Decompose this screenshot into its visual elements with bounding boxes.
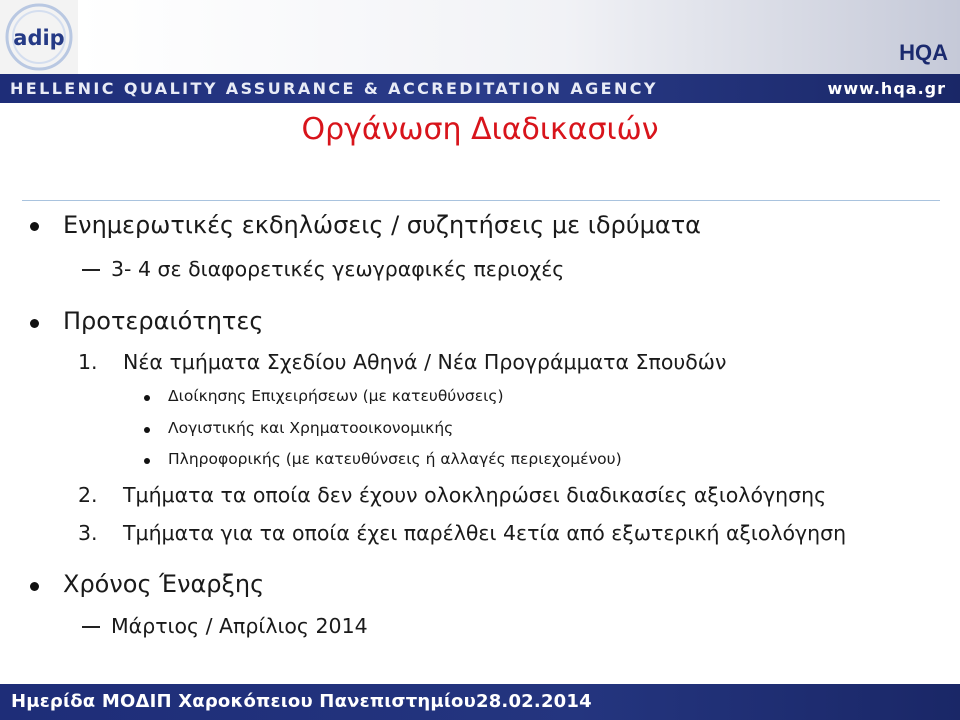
bullet-start-time: Χρόνος Έναρξης (63, 570, 265, 598)
adip-logo-icon (0, 0, 78, 74)
slide-title: Οργάνωση Διαδικασιών (301, 112, 659, 147)
dept-accounting-finance: Λογιστικής και Χρηματοοικονομικής (168, 419, 454, 437)
item-number-1: 1. (78, 350, 98, 374)
item-number-3: 3. (78, 521, 98, 545)
bullet-events: Ενημερωτικές εκδηλώσεις / συζητήσεις με ιδρύματα (63, 211, 702, 239)
sub-regions: 3- 4 σε διαφορετικές γεωγραφικές περιοχές (111, 257, 565, 281)
logo-text: adip (13, 26, 65, 50)
slide-footer (0, 684, 960, 720)
bullet-dot (30, 319, 39, 328)
dash-marker (82, 269, 100, 271)
priority-incomplete-evaluation: Τμήματα τα οποία δεν έχουν ολοκληρώσει διαδικασίες αξιολόγησης (123, 483, 827, 507)
agency-banner (0, 74, 960, 103)
priority-four-years: Τμήματα για τα οποία έχει παρέλθει 4ετία από εξωτερική αξιολόγηση (123, 521, 847, 545)
header-gradient (78, 0, 960, 74)
brand-name: HQA (899, 40, 948, 65)
bullet-dot-small (144, 458, 150, 464)
agency-name: HELLENIC QUALITY ASSURANCE & ACCREDITATION AGENCY (10, 79, 658, 98)
bullet-dot-small (144, 427, 150, 433)
bullet-dot (30, 582, 39, 591)
footer-event: Ημερίδα ΜΟΔΙΠ Χαροκόπειου Πανεπιστημίου28.02.2014 (11, 691, 592, 712)
dept-business-admin: Διοίκησης Επιχειρήσεων (με κατευθύνσεις) (168, 387, 504, 405)
website-link[interactable]: www.hqa.gr (827, 79, 946, 98)
bullet-priorities: Προτεραιότητες (63, 307, 264, 335)
slide-header (0, 0, 960, 103)
bullet-dot (30, 222, 39, 231)
bullet-dot-small (144, 395, 150, 401)
item-number-2: 2. (78, 483, 98, 507)
title-divider (22, 200, 940, 201)
dash-marker (82, 626, 100, 628)
adip-logo (0, 0, 78, 74)
dept-informatics: Πληροφορικής (με κατευθύνσεις ή αλλαγές περιεχομένου) (168, 450, 622, 468)
priority-new-departments: Νέα τμήματα Σχεδίου Αθηνά / Νέα Προγράμματα Σπουδών (123, 350, 727, 374)
start-date: Μάρτιος / Απρίλιος 2014 (111, 614, 368, 638)
